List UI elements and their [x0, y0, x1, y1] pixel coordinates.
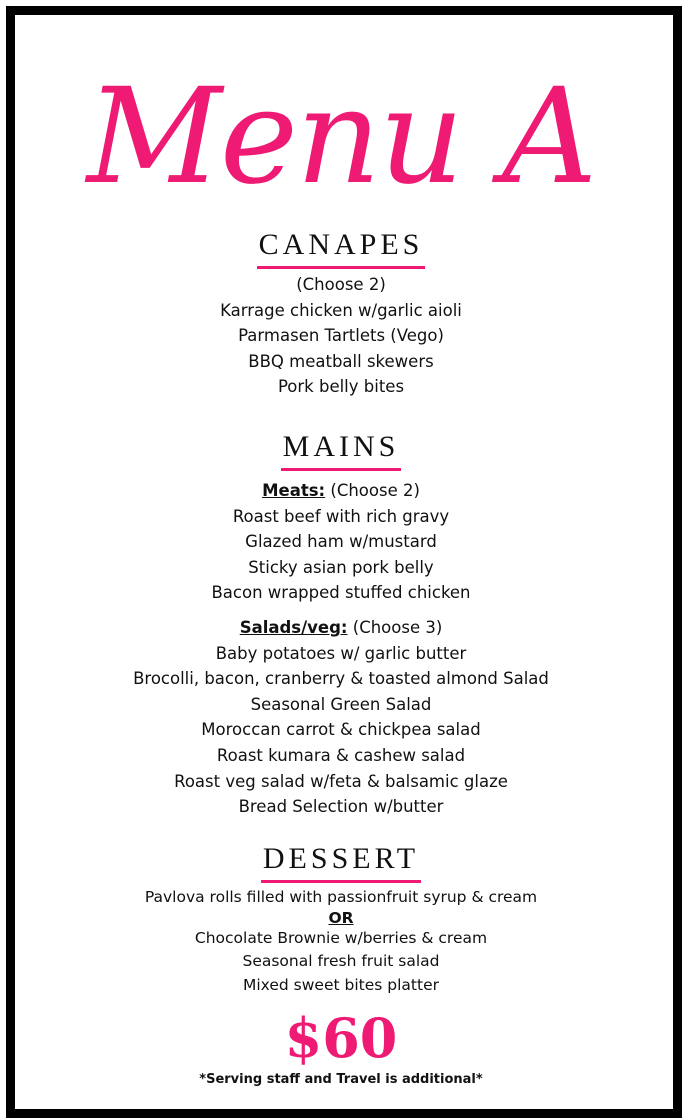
salads-label: Salads/veg: [239, 618, 348, 637]
meats-subheading [0, 478, 682, 504]
or-separator: OR [328, 908, 354, 927]
salads-list [0, 615, 682, 820]
meats-note: (Choose 2) [325, 481, 420, 500]
list-item: Pavlova rolls filled with passionfruit syrup & cream [144, 888, 538, 906]
mains-heading-text: MAINS [281, 430, 402, 471]
dessert-heading-text: DESSERT [261, 842, 421, 883]
meats-label: Meats: [262, 481, 326, 500]
list-item: BBQ meatball skewers [248, 351, 434, 371]
canapes-note: (Choose 2) [296, 275, 386, 294]
list-item: Seasonal fresh fruit salad [242, 952, 440, 971]
dessert-heading [0, 842, 682, 883]
list-item: Karrage chicken w/garlic aioli [220, 300, 462, 320]
menu-title: Menu A [86, 60, 596, 214]
list-item: Brocolli, bacon, cranberry & toasted almond Salad [133, 669, 549, 689]
list-item: Bread Selection w/butter [238, 797, 444, 817]
list-item: Chocolate Brownie w/berries & cream [194, 928, 488, 947]
list-item: Roast beef with rich gravy [232, 506, 450, 526]
list-item: Seasonal Green Salad [250, 694, 432, 714]
footnote: *Serving staff and Travel is additional* [199, 1072, 483, 1087]
salads-note: (Choose 3) [347, 618, 443, 637]
mains-heading [0, 430, 682, 471]
canapes-heading-text: CANAPES [257, 228, 426, 269]
price: $60 [284, 1006, 398, 1070]
list-item: Sticky asian pork belly [248, 557, 434, 577]
list-item: Glazed ham w/mustard [245, 532, 437, 552]
list-item: Parmasen Tartlets (Vego) [238, 326, 444, 346]
list-item: Bacon wrapped stuffed chicken [211, 583, 471, 603]
list-item: Moroccan carrot & chickpea salad [201, 720, 481, 740]
dessert-list [0, 886, 682, 997]
list-item: Pork belly bites [277, 377, 405, 397]
meats-list [0, 478, 682, 606]
list-item: Mixed sweet bites platter [243, 975, 439, 994]
canapes-heading [0, 228, 682, 269]
list-item: Baby potatoes w/ garlic butter [215, 643, 467, 663]
list-item: Roast veg salad w/feta & balsamic glaze [174, 771, 508, 791]
list-item: Roast kumara & cashew salad [216, 745, 466, 765]
salads-subheading [0, 615, 682, 641]
canapes-list [0, 272, 682, 400]
